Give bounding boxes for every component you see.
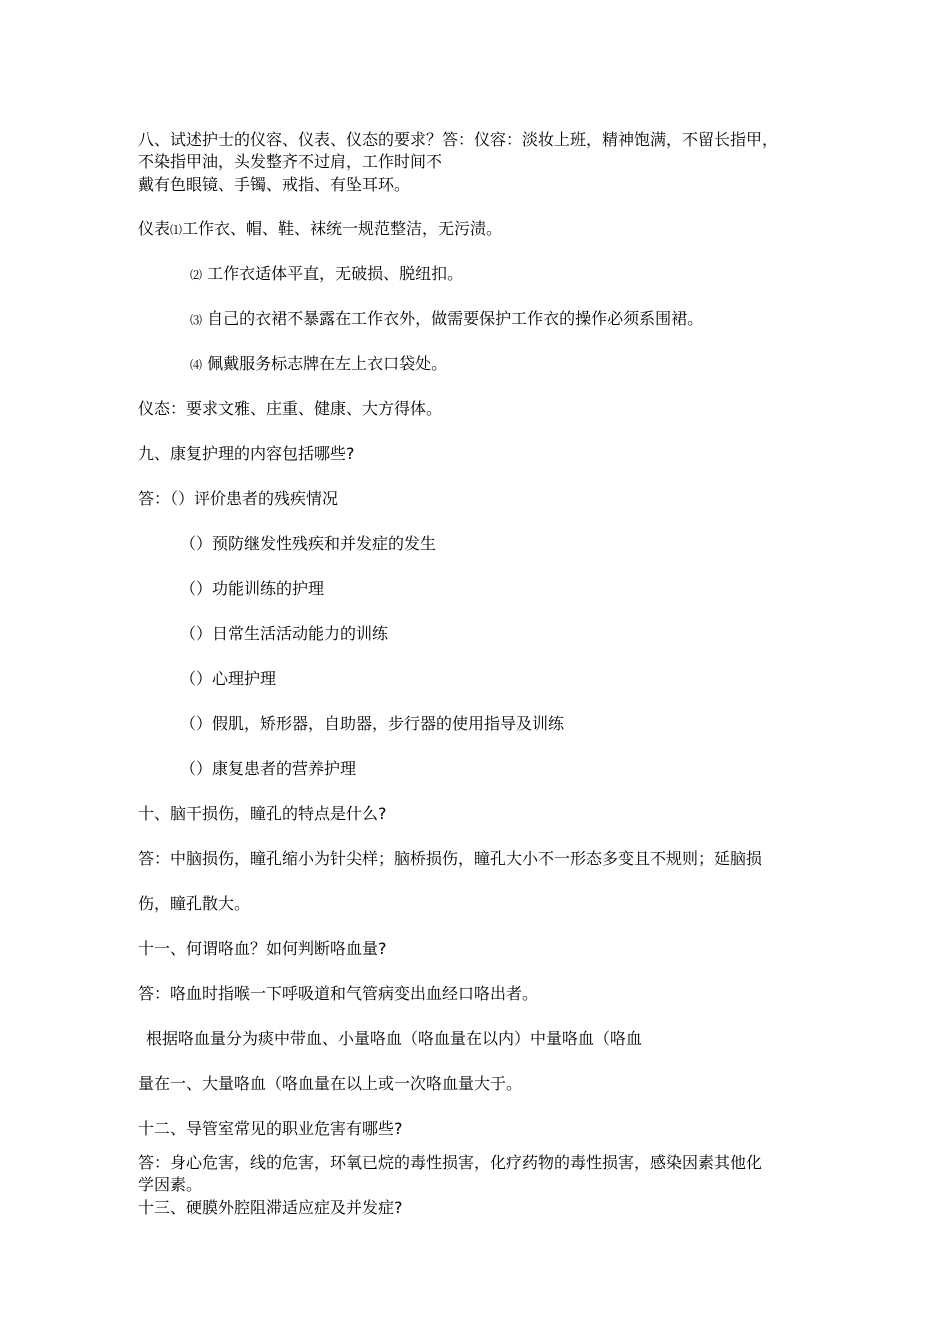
- q11-answer-line-1: 答：咯血时指喉一下呼吸道和气管病变出血经口咯出者。: [138, 984, 539, 1003]
- yibiao-prefix: 仪表: [138, 219, 171, 238]
- q12-answer-line-2: 学因素。: [138, 1175, 203, 1194]
- q8-line-2: 不染指甲油，头发整齐不过肩，工作时间不: [138, 152, 443, 171]
- q11-answer-line-3: 量在一、大量咯血（咯血量在以上或一次咯血量大于。: [138, 1074, 523, 1093]
- yibiao-text-2: 工作衣适体平直，无破损、脱纽扣。: [202, 264, 464, 283]
- q9-item-1: （）预防继发性残疾和并发症的发生: [180, 534, 437, 553]
- q9-item-5: （）假肌，矫形器，自助器，步行器的使用指导及训练: [180, 714, 565, 733]
- q12-title: 十二、导管室常见的职业危害有哪些?: [138, 1119, 403, 1138]
- q8-yitai: 仪态：要求文雅、庄重、健康、大方得体。: [138, 399, 443, 418]
- q9-item-6: （）康复患者的营养护理: [180, 759, 357, 778]
- q12-answer-line-1: 答：身心危害，线的危害，环氧已烷的毒性损害，化疗药物的毒性损害，感染因素其他化: [138, 1153, 763, 1172]
- q11-title: 十一、何谓咯血？如何判断咯血量?: [138, 939, 387, 958]
- q8-yibiao-3: [190, 309, 703, 330]
- q9-item-3: （）日常生活活动能力的训练: [180, 624, 389, 643]
- yibiao-text-4: 佩戴服务标志牌在左上衣口袋处。: [202, 354, 448, 373]
- yibiao-num-4: ⑷: [190, 358, 203, 372]
- q8-line-1: 八、试述护士的仪容、仪表、仪态的要求？答：仪容：淡妆上班，精神饱满，不留长指甲，: [138, 130, 779, 149]
- q8-yibiao-1: [138, 219, 502, 240]
- q8-yibiao-2: [190, 264, 463, 285]
- yibiao-num-1: ⑴: [170, 223, 183, 237]
- q9-item-2: （）功能训练的护理: [180, 579, 325, 598]
- yibiao-num-2: ⑵: [190, 268, 203, 282]
- q9-answer-first: 答：（）评价患者的残疾情况: [138, 489, 339, 508]
- q10-answer-line-2: 伤，瞳孔散大。: [138, 894, 251, 913]
- q10-answer-line-1: 答：中脑损伤，瞳孔缩小为针尖样；脑桥损伤，瞳孔大小不一形态多变且不规则；延脑损: [138, 849, 763, 868]
- yibiao-text-1: 工作衣、帽、鞋、袜统一规范整洁，无污渍。: [182, 219, 503, 238]
- yibiao-num-3: ⑶: [190, 313, 203, 327]
- q9-title: 九、康复护理的内容包括哪些?: [138, 444, 355, 463]
- q9-item-4: （）心理护理: [180, 669, 277, 688]
- q13-title: 十三、硬膜外腔阻滞适应症及并发症?: [138, 1198, 403, 1217]
- q8-line-3: 戴有色眼镜、手镯、戒指、有坠耳环。: [138, 175, 411, 194]
- yibiao-text-3: 自己的衣裙不暴露在工作衣外，做需要保护工作衣的操作必须系围裙。: [202, 309, 704, 328]
- q10-title: 十、脑干损伤，瞳孔的特点是什么?: [138, 804, 387, 823]
- q8-yibiao-4: [190, 354, 447, 375]
- q11-answer-line-2: 根据咯血量分为痰中带血、小量咯血（咯血量在以内）中量咯血（咯血: [146, 1029, 643, 1048]
